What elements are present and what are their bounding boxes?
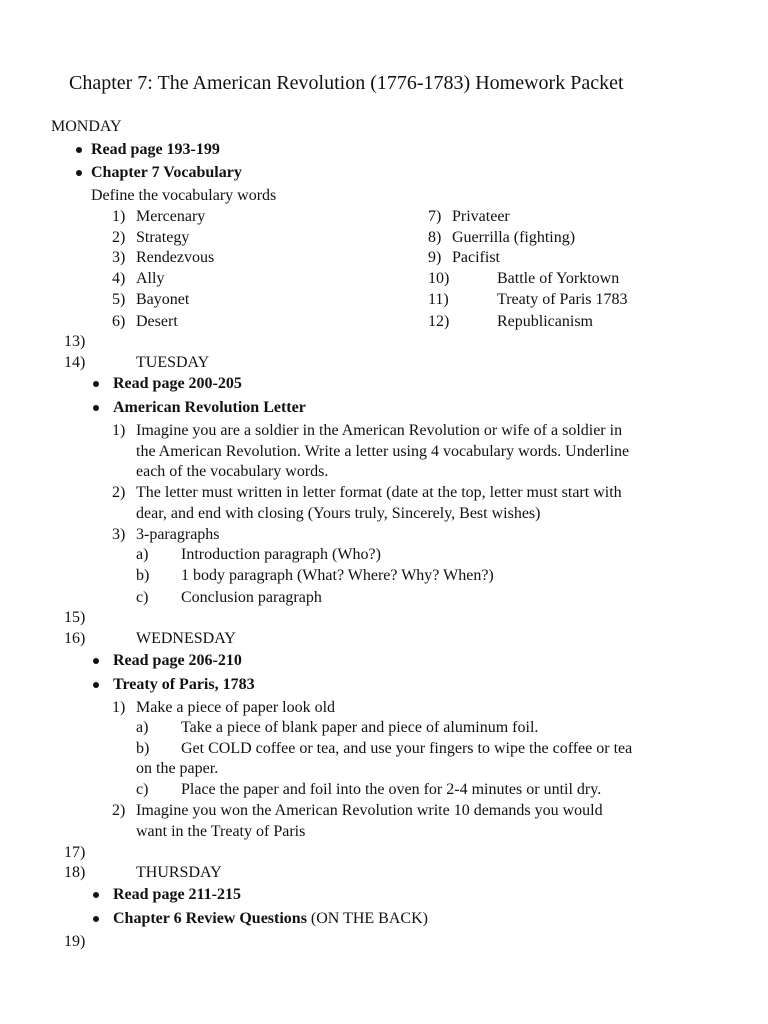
- list-number: 5): [112, 291, 126, 308]
- list-number: 7): [428, 208, 442, 225]
- monday-reading: Read page 193-199: [91, 141, 220, 158]
- list-number: 10): [428, 270, 450, 287]
- bullet-icon: [76, 147, 82, 153]
- day-heading-wednesday: WEDNESDAY: [136, 630, 236, 647]
- list-number: 2): [112, 484, 126, 501]
- vocab-word: Rendezvous: [136, 249, 215, 266]
- day-heading-monday: MONDAY: [51, 118, 122, 135]
- list-number: 3): [112, 249, 126, 266]
- sub-list-text: Place the paper and foil into the oven for 2-4 minutes or until dry.: [181, 781, 602, 798]
- sub-list-letter: c): [136, 781, 149, 798]
- vocab-word: Strategy: [136, 229, 190, 246]
- instruction-text: dear, and end with closing (Yours truly, Sincerely, Best wishes): [136, 505, 541, 522]
- page-title: Chapter 7: The American Revolution (1776-1783) Homework Packet: [69, 72, 624, 94]
- list-number: 17): [64, 844, 86, 861]
- instruction-text: the American Revolution. Write a letter using 4 vocabulary words. Underline: [136, 443, 630, 460]
- bullet-icon: [93, 892, 99, 898]
- instruction-text: 3-paragraphs: [136, 526, 220, 543]
- bullet-icon: [93, 658, 99, 664]
- bullet-icon: [76, 170, 82, 176]
- bullet-icon: [93, 405, 99, 411]
- list-number: 16): [64, 630, 86, 647]
- vocab-word: Desert: [136, 313, 178, 330]
- sub-list-letter: b): [136, 567, 150, 584]
- sub-list-text: Conclusion paragraph: [181, 589, 322, 606]
- monday-vocab-heading: Chapter 7 Vocabulary: [91, 164, 242, 181]
- list-number: 4): [112, 270, 126, 287]
- list-number: 13): [64, 333, 86, 350]
- vocab-word: Guerrilla (fighting): [452, 229, 576, 246]
- sub-list-text: 1 body paragraph (What? Where? Why? When?): [181, 567, 494, 584]
- thursday-reading: Read page 211-215: [113, 886, 241, 903]
- list-number: 3): [112, 526, 126, 543]
- list-number: 8): [428, 229, 442, 246]
- vocab-word: Ally: [136, 270, 165, 287]
- list-number: 6): [112, 313, 126, 330]
- sub-list-text: Introduction paragraph (Who?): [181, 546, 381, 563]
- monday-define-instructions: Define the vocabulary words: [91, 187, 277, 204]
- bullet-icon: [93, 916, 99, 922]
- tuesday-assignment-heading: American Revolution Letter: [113, 399, 306, 416]
- list-number: 11): [428, 291, 449, 308]
- day-heading-thursday: THURSDAY: [136, 864, 222, 881]
- sub-list-text: Take a piece of blank paper and piece of aluminum foil.: [181, 719, 539, 736]
- sub-list-letter: b): [136, 740, 150, 757]
- sub-list-text: on the paper.: [136, 760, 219, 777]
- instruction-text: Make a piece of paper look old: [136, 699, 336, 716]
- list-number: 1): [112, 208, 126, 225]
- list-number: 1): [112, 422, 126, 439]
- vocab-word: Treaty of Paris 1783: [497, 291, 628, 308]
- vocab-word: Pacifist: [452, 249, 500, 266]
- list-number: 12): [428, 313, 450, 330]
- instruction-text: Imagine you won the American Revolution write 10 demands you would: [136, 802, 603, 819]
- thursday-review-line: [113, 911, 428, 927]
- list-number: 19): [64, 933, 86, 950]
- vocab-word: Republicanism: [497, 313, 593, 330]
- list-number: 2): [112, 229, 126, 246]
- sub-list-letter: a): [136, 546, 149, 563]
- list-number: 18): [64, 864, 86, 881]
- wednesday-assignment-heading: Treaty of Paris, 1783: [113, 676, 255, 693]
- instruction-text: Imagine you are a soldier in the American Revolution or wife of a soldier in: [136, 422, 623, 439]
- vocab-word: Privateer: [452, 208, 510, 225]
- list-number: 9): [428, 249, 442, 266]
- instruction-text: each of the vocabulary words.: [136, 463, 329, 480]
- bullet-icon: [93, 381, 99, 387]
- tuesday-reading: Read page 200-205: [113, 375, 242, 392]
- list-number: 14): [64, 354, 86, 371]
- wednesday-reading: Read page 206-210: [113, 652, 242, 669]
- vocab-word: Bayonet: [136, 291, 190, 308]
- list-number: 15): [64, 609, 86, 626]
- sub-list-text: Get COLD coffee or tea, and use your fingers to wipe the coffee or tea: [181, 740, 633, 757]
- vocab-word: Battle of Yorktown: [497, 270, 620, 287]
- list-number: 2): [112, 802, 126, 819]
- instruction-text: The letter must written in letter format (date at the top, letter must start with: [136, 484, 622, 501]
- sub-list-letter: a): [136, 719, 149, 736]
- instruction-text: want in the Treaty of Paris: [136, 823, 306, 840]
- list-number: 1): [112, 699, 126, 716]
- bullet-icon: [93, 682, 99, 688]
- vocab-word: Mercenary: [136, 208, 206, 225]
- thursday-review-heading: Chapter 6 Review Questions: [113, 910, 307, 927]
- sub-list-letter: c): [136, 589, 149, 606]
- day-heading-tuesday: TUESDAY: [136, 354, 210, 371]
- thursday-review-note: (ON THE BACK): [306, 910, 428, 927]
